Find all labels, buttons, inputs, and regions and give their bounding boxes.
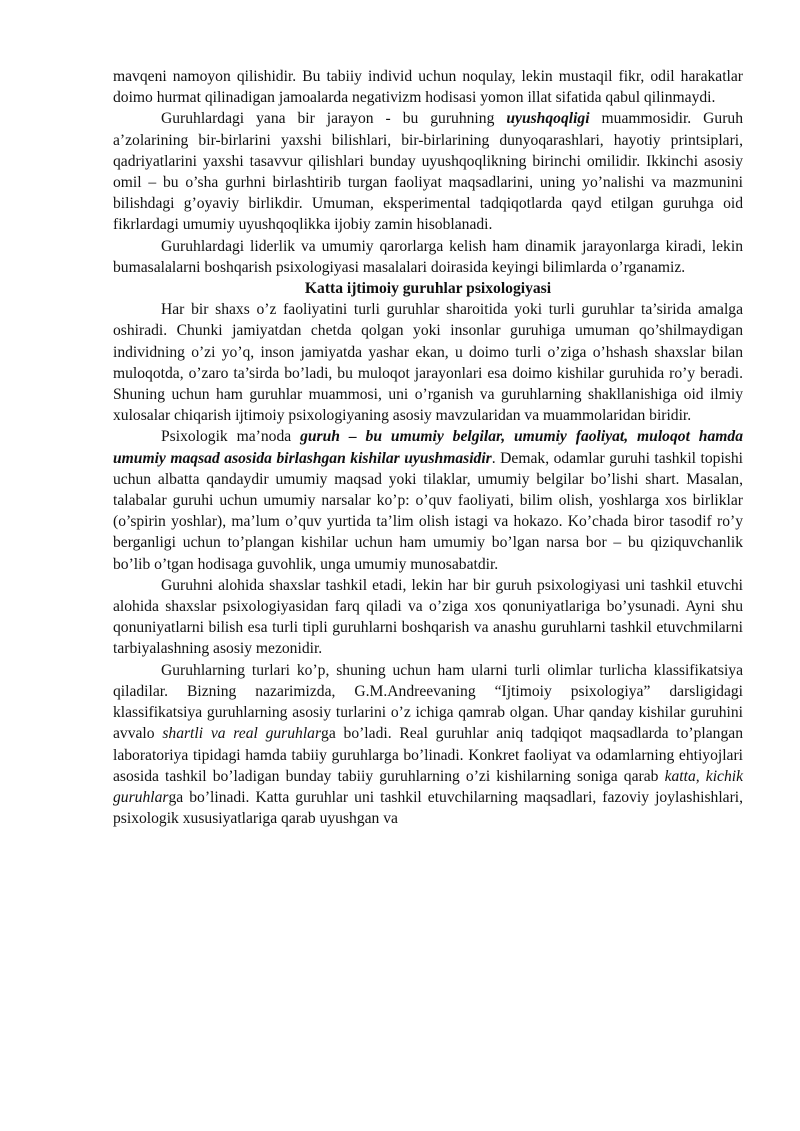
paragraph-group-laws: Guruhni alohida shaxslar tashkil etadi, lekin har bir guruh psixologiyasi uni tashkil etuvchi alohida shaxslar psixologiyasidan farq qiladi va o’ziga xos qonuniyatlariga bo’ysunadi. Ayni shu qonuniyatlarni bilish esa turli tipli guruhlarni boshqarish va anashu guruhlarni tashkil etuvchmilarni tarbiyalashning asosiy mezonidir. [113,576,743,658]
paragraph-cohesion-rest: muammosidir. Guruh a’zolarining bir-birlarini yaxshi bilishlari, bir-birlarining dunyoqarashlari, hayotiy printsiplari, qadriyatlarini yaxshi tasavvur qilishlari bunday uyushqoqlikning birinchi omilidir. Ikkinchi asosiy omil – bu o’sha gurhni birlashtirib turgan faoliyat maqsadlarini, uning yo’nalishi va mazmunini bilishdagi g’oyaviy birlikdir. Umuman, eksperimental tadqiqotlarda qayd etilgan guruhga oid fikrlardagi umumiy uyushqoqlikka ijobiy zamin hisoblanadi. [113,110,743,234]
paragraph-group-definition [113,426,743,574]
section-heading: Katta ijtimoiy guruhlar psixologiyasi [304,280,552,298]
paragraph-types-part1: Guruhlarning turlari ko’p, shuning uchun ham ularni turli olimlar turlicha klassifikatsiya qiladilar. Bizning nazarimizda, G.M.Andreevaning “Ijtimoiy psixologiya” darsligidagi klassifikatsiya guruhlarning asosiy turlarini o’z ichiga qamrab olgan. Uhar qanday kishilar guruhini avvalo [113,661,743,743]
term-conditional-real-groups: shartli va real guruhlar [162,725,322,743]
paragraph-group-types [113,660,743,830]
paragraph-cohesion-lead: Guruhlardagi yana bir jarayon - bu guruhning [161,110,507,128]
paragraph-cohesion [113,108,743,235]
paragraph-types-part2: ga bo’ladi. Real guruhlar aniq tadqiqot maqsadlarda to’plangan laboratoriya tipidagi hamda tabiiy guruhlarga bo’linadi. Konkret faoliyat va odamlarning ehtiyojlari asosida tashkil bo’ladigan bunday tabiiy guruhlarning o’zi kishilarning soniga qarab [113,725,743,785]
paragraph-groups-intro: Har bir shaxs o’z faoliyatini turli guruhlar sharoitida yoki turli guruhlar ta’sirida amalga oshiradi. Chunki jamiyatdan chetda qolgan yoki insonlar guruhiga umuman qo’shilmaydigan individning o’zi yo’q, inson jamiyatda yashar ekan, u doimo turli o’ziga o’hshash shaxslar bilan muloqotda, o’zaro ta’sirda bo’ladi, bu muloqot jarayonlari esa doimo kishilar guruhida ro’y beradi. Shuning uchun ham guruhlar muammosi, uni o’rganish va guruhlarning shakllanishiga oid ilmiy xulosalar chiqarish ijtimoiy psixologiyaning asosiy mavzularidan va muammolaridan biridir. [113,301,743,425]
term-cohesion: uyushqoqligi [506,110,590,128]
paragraph-definition-rest: . Demak, odamlar guruhi tashkil topishi uchun albatta qandaydir umumiy maqsad yoki tilaklar, umumiy belgilar bo’lishi shart. Masalan, talabalar guruhi uchun umumiy narsalar ko’p: o’quv faoliyati, bilim olish, yoshlarga xos birliklar (o’spirin yoshlar), ma’lum o’quv yurtida ta’lim olish istagi va hokazo. Ko’chada biror tasodif ro’y berganligi uchun to’plangan kishilar uchun ham umumiy bo’lgan narsa bor – bu qiziquvchanlik bo’lib o’tgan hodisaga guvohlik, unga umumiy munosabatdir. [113,449,743,573]
term-large-small-groups: katta, kichik guruhlar [113,767,743,806]
paragraph-types-part3: ga bo’linadi. Katta guruhlar uni tashkil etuvchilarning maqsadlari, fazoviy joylashishlari, psixologik xususiyatlariga qarab uyushgan va [113,788,743,828]
paragraph-negativism: mavqeni namoyon qilishidir. Bu tabiiy individ uchun noqulay, lekin mustaqil fikr, odil harakatlar doimo hurmat qilinadigan jamoalarda negativizm hodisasi yomon illat sifatida qabul qilinmaydi. [113,68,743,107]
paragraph-leadership: Guruhlardagi liderlik va umumiy qarorlarga kelish ham dinamik jarayonlarga kiradi, lekin bumasalalarni boshqarish psixologiyasi masalalari doirasida keyingi bilimlarda o’rganamiz. [113,237,743,276]
term-group-definition: guruh – bu umumiy belgilar, umumiy faoliyat, muloqot hamda umumiy maqsad asosida birlashgan kishilar uyushmasidir [113,428,743,467]
paragraph-definition-lead: Psixologik ma’noda [161,428,301,446]
